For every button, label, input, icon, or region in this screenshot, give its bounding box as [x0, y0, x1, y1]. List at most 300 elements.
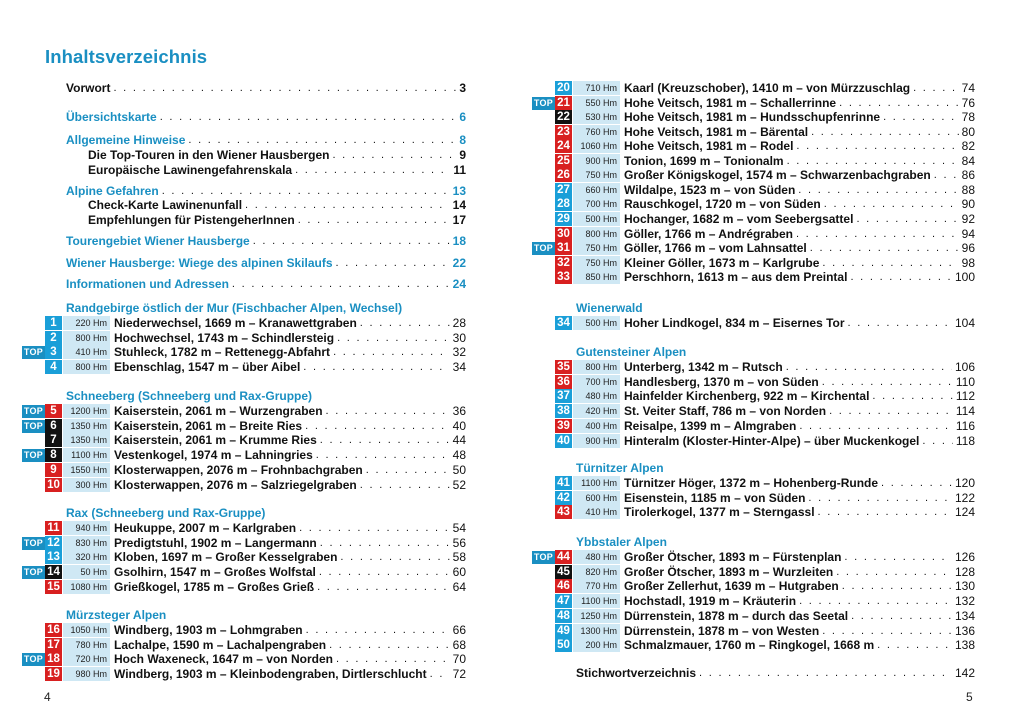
tour-page: 130: [954, 579, 975, 593]
tour-number-badge: 39: [555, 419, 572, 433]
tour-title: Heukuppe, 2007 m – Karlgraben: [114, 521, 297, 535]
elevation-gain: 300 Hm: [63, 478, 110, 492]
toc-entry-title: Die Top-Touren in den Wiener Hausbergen: [88, 148, 330, 162]
toc-entry-page: 18: [452, 234, 466, 248]
dot-leader: [824, 197, 959, 211]
tour-title: Grießkogel, 1785 m – Großes Grieß: [114, 580, 315, 594]
elevation-gain: 760 Hm: [573, 125, 620, 139]
tour-entry: [624, 579, 975, 593]
tour-page: 54: [452, 521, 466, 535]
elevation-gain: 220 Hm: [63, 316, 110, 330]
tour-page: 98: [961, 256, 975, 270]
tour-number-badge: 23: [555, 125, 572, 139]
elevation-gain: 800 Hm: [573, 360, 620, 374]
tour-page: 114: [955, 404, 975, 418]
section-heading: Mürzsteger Alpen: [66, 608, 167, 622]
tour-title: Windberg, 1903 m – Lohmgraben: [114, 623, 303, 637]
dot-leader: [316, 448, 450, 462]
dot-leader: [162, 184, 450, 198]
tour-title: Eisenstein, 1185 m – von Süden: [624, 491, 806, 505]
tour-entry: [114, 331, 466, 345]
elevation-gain: 410 Hm: [63, 345, 110, 359]
tour-title: Rauschkogel, 1720 m – von Süden: [624, 197, 821, 211]
dot-leader: [856, 212, 958, 226]
elevation-gain: 900 Hm: [573, 434, 620, 448]
tour-title: Hoher Lindkogel, 834 m – Eisernes Tor: [624, 316, 845, 330]
toc-entry-index: [576, 666, 975, 680]
toc-entry-page: 9: [459, 148, 466, 162]
tour-number-badge: 28: [555, 197, 572, 211]
dot-leader: [839, 96, 959, 110]
tour-title: Kaiserstein, 2061 m – Krumme Ries: [114, 433, 317, 447]
tour-number-badge: 44: [555, 550, 572, 564]
tour-title: Hinteralm (Kloster-Hinter-Alpe) – über Muckenkogel: [624, 434, 920, 448]
tour-entry: [624, 256, 975, 270]
tour-page: 60: [452, 565, 466, 579]
tour-page: 66: [452, 623, 466, 637]
elevation-gain: 480 Hm: [573, 550, 620, 564]
dot-leader: [848, 316, 952, 330]
tour-entry: [624, 154, 975, 168]
tour-page: 118: [955, 434, 975, 448]
tour-title: Unterberg, 1342 m – Rutsch: [624, 360, 783, 374]
elevation-gain: 1300 Hm: [573, 624, 620, 638]
tour-entry: [624, 110, 975, 124]
top-tour-badge: TOP: [23, 566, 44, 577]
dot-leader: [306, 623, 450, 637]
dot-leader: [320, 536, 450, 550]
toc-entry: [88, 148, 466, 162]
tour-page: 92: [961, 212, 975, 226]
tour-title: Gsolhirn, 1547 m – Großes Wolfstal: [114, 565, 316, 579]
elevation-gain: 500 Hm: [573, 212, 620, 226]
tour-page: 50: [452, 463, 466, 477]
tour-title: Hohe Veitsch, 1981 m – Schallerrinne: [624, 96, 837, 110]
elevation-gain: 530 Hm: [573, 110, 620, 124]
toc-entry-page: 22: [452, 256, 466, 270]
tour-number-badge: 35: [555, 360, 572, 374]
tour-page: 32: [452, 345, 466, 359]
tour-page: 110: [955, 375, 975, 389]
elevation-gain: 850 Hm: [573, 270, 620, 284]
dot-leader: [299, 521, 450, 535]
tour-entry: [624, 212, 975, 226]
toc-entry-page: 11: [453, 163, 466, 177]
tour-title: Großer Königskogel, 1574 m – Schwarzenbachgraben: [624, 168, 931, 182]
toc-entry-page: 3: [459, 81, 466, 95]
elevation-gain: 780 Hm: [63, 638, 110, 652]
dot-leader: [883, 110, 959, 124]
tour-number-badge: 6: [45, 419, 62, 433]
tour-page: 78: [961, 110, 975, 124]
tour-page: 106: [954, 360, 975, 374]
dot-leader: [160, 110, 457, 124]
toc-entry-page: 17: [452, 213, 466, 227]
top-tour-badge: TOP: [23, 449, 44, 460]
tour-number-badge: 11: [45, 521, 62, 535]
toc-entry: [66, 277, 466, 291]
tour-title: Lachalpe, 1590 m – Lachalpengraben: [114, 638, 327, 652]
elevation-gain: 710 Hm: [573, 81, 620, 95]
tour-title: Hochanger, 1682 m – vom Seebergsattel: [624, 212, 854, 226]
tour-entry: [114, 652, 466, 666]
tour-number-badge: 9: [45, 463, 62, 477]
tour-entry: [624, 594, 975, 608]
dot-leader: [872, 389, 952, 403]
tour-entry: [624, 183, 975, 197]
tour-page: 58: [452, 550, 466, 564]
top-tour-badge: TOP: [533, 551, 554, 562]
section-heading: Türnitzer Alpen: [576, 461, 664, 475]
toc-entry-page: 6: [459, 110, 466, 124]
tour-entry: [624, 139, 975, 153]
tour-entry: [624, 227, 975, 241]
tour-title: Großer Ötscher, 1893 m – Fürstenplan: [624, 550, 842, 564]
tour-entry: [624, 505, 975, 519]
dot-leader: [842, 579, 952, 593]
tour-title: Klosterwappen, 2076 m – Salzriegelgraben: [114, 478, 357, 492]
tour-number-badge: 2: [45, 331, 62, 345]
dot-leader: [786, 360, 952, 374]
elevation-gain: 480 Hm: [573, 389, 620, 403]
toc-entry-page: 142: [954, 666, 975, 680]
toc-entry-page: 14: [452, 198, 466, 212]
dot-leader: [851, 609, 952, 623]
tour-number-badge: 41: [555, 476, 572, 490]
tour-entry: [114, 316, 466, 330]
tour-page: 84: [961, 154, 975, 168]
elevation-gain: 1350 Hm: [63, 419, 110, 433]
tour-title: Hohe Veitsch, 1981 m – Rodel: [624, 139, 794, 153]
dot-leader: [811, 125, 959, 139]
tour-title: Tirolerkogel, 1377 m – Sterngassl: [624, 505, 815, 519]
tour-number-badge: 47: [555, 594, 572, 608]
elevation-gain: 800 Hm: [63, 360, 110, 374]
elevation-gain: 400 Hm: [573, 419, 620, 433]
tour-page: 88: [961, 183, 975, 197]
tour-title: Vestenkogel, 1974 m – Lahningries: [114, 448, 313, 462]
right-page: [510, 0, 1020, 727]
tour-title: Windberg, 1903 m – Kleinbodengraben, Dirtlerschlucht: [114, 667, 427, 681]
dot-leader: [113, 81, 456, 95]
elevation-gain: 770 Hm: [573, 579, 620, 593]
elevation-gain: 750 Hm: [573, 256, 620, 270]
dot-leader: [787, 154, 959, 168]
elevation-gain: 200 Hm: [573, 638, 620, 652]
tour-title: Klosterwappen, 2076 m – Frohnbachgraben: [114, 463, 363, 477]
tour-number-badge: 17: [45, 638, 62, 652]
tour-page: 28: [452, 316, 466, 330]
tour-title: Hohe Veitsch, 1981 m – Bärental: [624, 125, 809, 139]
toc-entry-title: Tourengebiet Wiener Hausberge: [66, 234, 250, 248]
dot-leader: [337, 331, 450, 345]
section-heading: Schneeberg (Schneeberg und Rax-Gruppe): [66, 389, 313, 403]
tour-number-badge: 42: [555, 491, 572, 505]
toc-entry-page: 24: [452, 277, 466, 291]
tour-entry: [114, 404, 466, 418]
dot-leader: [796, 227, 959, 241]
tour-entry: [624, 476, 975, 490]
dot-leader: [881, 476, 952, 490]
tour-page: 34: [452, 360, 466, 374]
dot-leader: [366, 463, 450, 477]
tour-page: 72: [452, 667, 466, 681]
dot-leader: [810, 241, 959, 255]
tour-number-badge: 40: [555, 434, 572, 448]
top-tour-badge: TOP: [533, 97, 554, 108]
tour-page: 96: [961, 241, 975, 255]
tour-entry: [624, 168, 975, 182]
toc-entry-title: Empfehlungen für PistengeherInnen: [88, 213, 295, 227]
tour-number-badge: 43: [555, 505, 572, 519]
toc-entry-title: Europäische Lawinengefahrenskala: [88, 163, 293, 177]
tour-title: Türnitzer Höger, 1372 m – Hohenberg-Runde: [624, 476, 879, 490]
tour-entry: [114, 448, 466, 462]
tour-page: 120: [954, 476, 975, 490]
dot-leader: [799, 594, 952, 608]
tour-title: Handlesberg, 1370 m – von Süden: [624, 375, 819, 389]
dot-leader: [922, 434, 952, 448]
tour-entry: [624, 624, 975, 638]
elevation-gain: 1100 Hm: [573, 594, 620, 608]
elevation-gain: 1060 Hm: [573, 139, 620, 153]
tour-number-badge: 33: [555, 270, 572, 284]
elevation-gain: 50 Hm: [63, 565, 110, 579]
dot-leader: [253, 234, 450, 248]
elevation-gain: 940 Hm: [63, 521, 110, 535]
toc-entry-title: Informationen und Adressen: [66, 277, 229, 291]
elevation-gain: 720 Hm: [63, 652, 110, 666]
elevation-gain: 750 Hm: [573, 241, 620, 255]
tour-page: 94: [961, 227, 975, 241]
tour-title: Kaiserstein, 2061 m – Wurzengraben: [114, 404, 323, 418]
top-tour-badge: TOP: [23, 405, 44, 416]
tour-title: Perschhorn, 1613 m – aus dem Preintal: [624, 270, 848, 284]
tour-number-badge: 31: [555, 241, 572, 255]
toc-entry: [66, 184, 466, 198]
toc-entry: [66, 133, 466, 147]
toc-entry-page: 13: [452, 184, 466, 198]
dot-leader: [822, 375, 953, 389]
tour-number-badge: 49: [555, 624, 572, 638]
tour-page: 112: [955, 389, 975, 403]
tour-entry: [624, 125, 975, 139]
tour-entry: [114, 360, 466, 374]
tour-number-badge: 29: [555, 212, 572, 226]
tour-entry: [624, 360, 975, 374]
dot-leader: [934, 168, 959, 182]
dot-leader: [808, 491, 952, 505]
tour-page: 64: [452, 580, 466, 594]
dot-leader: [336, 652, 450, 666]
tour-page: 86: [961, 168, 975, 182]
toc-entry: [66, 234, 466, 248]
tour-page: 90: [961, 197, 975, 211]
tour-page: 132: [954, 594, 975, 608]
elevation-gain: 1100 Hm: [63, 448, 110, 462]
top-tour-badge: TOP: [23, 420, 44, 431]
dot-leader: [798, 183, 958, 197]
elevation-gain: 800 Hm: [63, 331, 110, 345]
tour-number-badge: 20: [555, 81, 572, 95]
elevation-gain: 700 Hm: [573, 375, 620, 389]
dot-leader: [232, 277, 450, 291]
toc-entry: [88, 163, 466, 177]
elevation-gain: 1200 Hm: [63, 404, 110, 418]
dot-leader: [430, 667, 450, 681]
tour-number-badge: 26: [555, 168, 572, 182]
dot-leader: [333, 345, 450, 359]
tour-title: Stuhleck, 1782 m – Rettenegg-Abfahrt: [114, 345, 331, 359]
tour-title: Schmalzmauer, 1760 m – Ringkogel, 1668 m: [624, 638, 875, 652]
dot-leader: [329, 638, 450, 652]
tour-number-badge: 22: [555, 110, 572, 124]
tour-entry: [624, 609, 975, 623]
dot-leader: [305, 419, 450, 433]
tour-page: 104: [954, 316, 975, 330]
elevation-gain: 1550 Hm: [63, 463, 110, 477]
tour-page: 30: [452, 331, 466, 345]
tour-number-badge: 32: [555, 256, 572, 270]
tour-number-badge: 45: [555, 565, 572, 579]
toc-entry-title: Übersichtskarte: [66, 110, 157, 124]
tour-entry: [114, 565, 466, 579]
tour-entry: [114, 433, 466, 447]
tour-page: 68: [452, 638, 466, 652]
tour-number-badge: 8: [45, 448, 62, 462]
tour-entry: [114, 463, 466, 477]
tour-title: Ebenschlag, 1547 m – über Aibel: [114, 360, 301, 374]
tour-number-badge: 19: [45, 667, 62, 681]
elevation-gain: 660 Hm: [573, 183, 620, 197]
toc-entry-title: Allgemeine Hinweise: [66, 133, 186, 147]
tour-page: 124: [954, 505, 975, 519]
elevation-gain: 800 Hm: [573, 227, 620, 241]
tour-number-badge: 16: [45, 623, 62, 637]
tour-page: 48: [452, 448, 466, 462]
tour-title: St. Veiter Staff, 786 m – von Norden: [624, 404, 827, 418]
tour-title: Hainfelder Kirchenberg, 922 m – Kirchental: [624, 389, 870, 403]
tour-page: 40: [452, 419, 466, 433]
dot-leader: [332, 148, 456, 162]
dot-leader: [317, 580, 450, 594]
toc-entry-title: Check-Karte Lawinenunfall: [88, 198, 243, 212]
tour-number-badge: 10: [45, 478, 62, 492]
tour-title: Dürrenstein, 1878 m – von Westen: [624, 624, 820, 638]
tour-page: 122: [954, 491, 975, 505]
dot-leader: [188, 133, 456, 147]
tour-entry: [114, 638, 466, 652]
right-page-number: 5: [966, 690, 973, 704]
tour-entry: [624, 81, 975, 95]
tour-entry: [624, 197, 975, 211]
tour-number-badge: 18: [45, 652, 62, 666]
tour-number-badge: 3: [45, 345, 62, 359]
elevation-gain: 830 Hm: [63, 536, 110, 550]
elevation-gain: 1350 Hm: [63, 433, 110, 447]
dot-leader: [295, 163, 450, 177]
tour-number-badge: 7: [45, 433, 62, 447]
tour-title: Dürrenstein, 1878 m – durch das Seetal: [624, 609, 849, 623]
tour-number-badge: 4: [45, 360, 62, 374]
tour-title: Göller, 1766 m – vom Lahnsattel: [624, 241, 807, 255]
elevation-gain: 550 Hm: [573, 96, 620, 110]
toc-entry-title: Vorwort: [66, 81, 111, 95]
tour-entry: [624, 270, 975, 284]
tour-title: Niederwechsel, 1669 m – Kranawettgraben: [114, 316, 357, 330]
tour-page: 76: [961, 96, 975, 110]
tour-title: Großer Zellerhut, 1639 m – Hutgraben: [624, 579, 839, 593]
tour-page: 128: [954, 565, 975, 579]
dot-leader: [913, 81, 959, 95]
tour-title: Wildalpe, 1523 m – von Süden: [624, 183, 796, 197]
elevation-gain: 1250 Hm: [573, 609, 620, 623]
tour-entry: [624, 638, 975, 652]
elevation-gain: 420 Hm: [573, 404, 620, 418]
tour-entry: [114, 623, 466, 637]
dot-leader: [829, 404, 953, 418]
dot-leader: [796, 139, 958, 153]
tour-title: Reisalpe, 1399 m – Almgraben: [624, 419, 797, 433]
toc-entry: [88, 213, 466, 227]
tour-number-badge: 21: [555, 96, 572, 110]
tour-number-badge: 25: [555, 154, 572, 168]
tour-entry: [624, 316, 975, 330]
toc-entry: [66, 110, 466, 124]
tour-number-badge: 46: [555, 579, 572, 593]
toc-entry: [66, 256, 466, 270]
elevation-gain: 500 Hm: [573, 316, 620, 330]
elevation-gain: 820 Hm: [573, 565, 620, 579]
tour-entry: [114, 667, 466, 681]
tour-number-badge: 34: [555, 316, 572, 330]
tour-number-badge: 14: [45, 565, 62, 579]
dot-leader: [877, 638, 952, 652]
tour-entry: [624, 389, 975, 403]
left-page-number: 4: [44, 690, 51, 704]
elevation-gain: 980 Hm: [63, 667, 110, 681]
tour-page: 116: [955, 419, 975, 433]
dot-leader: [360, 316, 450, 330]
tour-number-badge: 15: [45, 580, 62, 594]
tour-entry: [624, 434, 975, 448]
dot-leader: [699, 666, 952, 680]
tour-entry: [114, 478, 466, 492]
tour-number-badge: 24: [555, 139, 572, 153]
tour-title: Kaiserstein, 2061 m – Breite Ries: [114, 419, 303, 433]
tour-page: 138: [954, 638, 975, 652]
tour-entry: [624, 241, 975, 255]
tour-entry: [624, 565, 975, 579]
tour-number-badge: 37: [555, 389, 572, 403]
elevation-gain: 410 Hm: [573, 505, 620, 519]
tour-number-badge: 36: [555, 375, 572, 389]
tour-entry: [114, 345, 466, 359]
dot-leader: [326, 404, 450, 418]
dot-leader: [360, 478, 450, 492]
top-tour-badge: TOP: [23, 537, 44, 548]
dot-leader: [822, 256, 958, 270]
tour-entry: [624, 96, 975, 110]
toc-entry-title: Stichwortverzeichnis: [576, 666, 697, 680]
section-heading: Wienerwald: [576, 301, 643, 315]
elevation-gain: 1050 Hm: [63, 623, 110, 637]
page-title: Inhaltsverzeichnis: [45, 46, 208, 67]
dot-leader: [822, 624, 952, 638]
elevation-gain: 1100 Hm: [573, 476, 620, 490]
elevation-gain: 1080 Hm: [63, 580, 110, 594]
tour-entry: [624, 375, 975, 389]
